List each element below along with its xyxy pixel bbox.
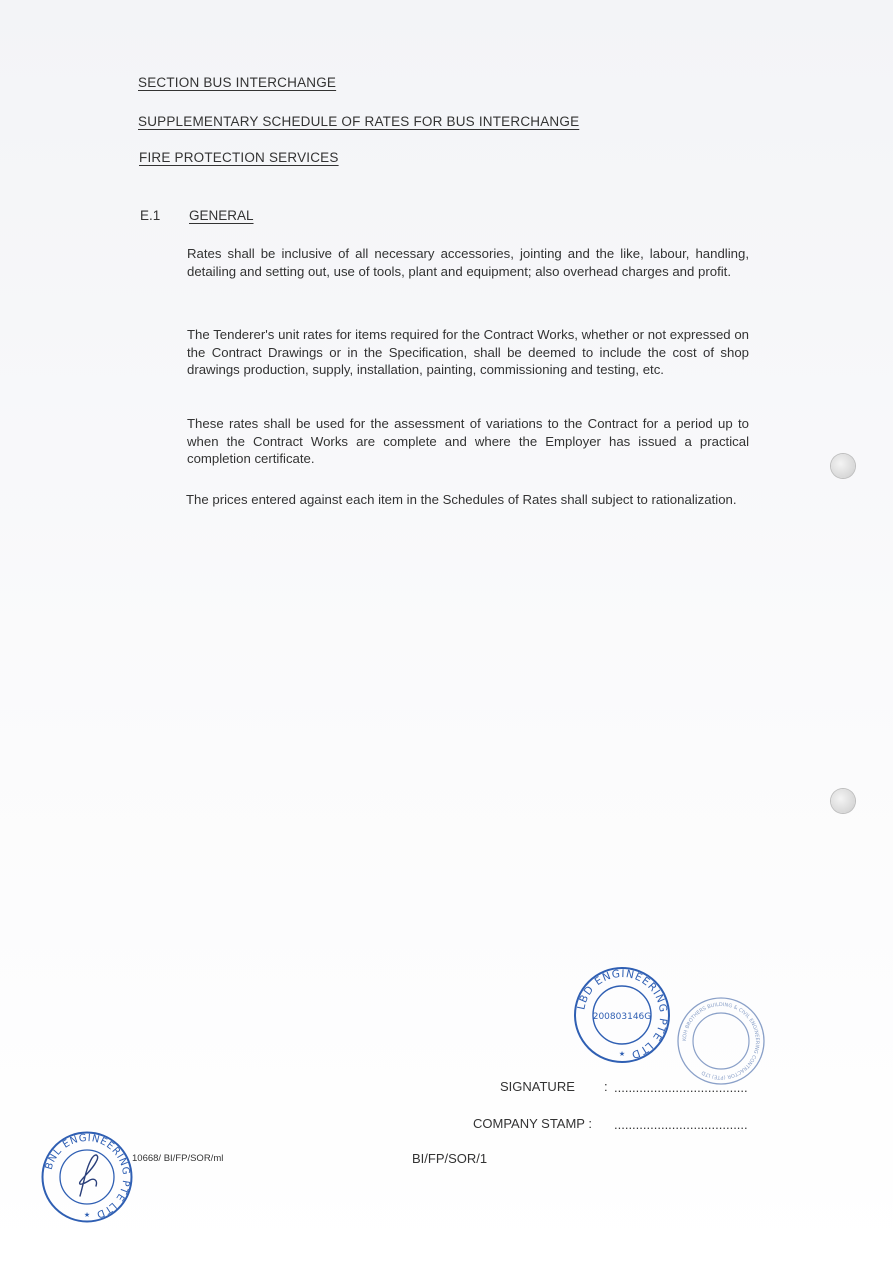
lbd-stamp-ring-text: LBD ENGINEERING PTE LTD — [575, 967, 670, 1061]
handwritten-signature — [80, 1155, 98, 1196]
svg-text:BNL ENGINEERING PTE LTD — [44, 1133, 131, 1220]
document-reference-small: 10668/ BI/FP/SOR/ml — [132, 1153, 224, 1164]
punch-hole — [831, 789, 855, 813]
paragraph-tenderer-rates: The Tenderer's unit rates for items required for the Contract Works, whether or not expressed on the Contract Drawings or in the Specification, shall be deemed to include the cost of shop drawings production, supply, installation, painting, commissioning and testing, etc. — [187, 327, 749, 377]
paragraph-rationalization: The prices entered against each item in the Schedules of Rates shall subject to rationalization. — [186, 492, 737, 507]
svg-text:KOH BROTHERS BUILDING & CIVIL — [682, 1002, 760, 1080]
company-stamp-label: COMPANY STAMP : — [473, 1116, 592, 1131]
company-stamp-line: ..................................... — [614, 1117, 748, 1132]
bnl-engineering-stamp — [40, 1130, 134, 1224]
paragraph-rates-inclusive: Rates shall be inclusive of all necessary accessories, jointing and the like, labour, handling, detailing and setting out, use of tools, plant and equipment; also overhead charges and profit. — [187, 246, 749, 279]
section-number: E.1 — [140, 208, 161, 223]
punch-hole — [831, 454, 855, 478]
signature-separator: : — [604, 1079, 608, 1094]
section-title: GENERAL — [189, 208, 254, 223]
lbd-stamp-number: 200803146G — [592, 1012, 652, 1022]
faint-company-stamp — [675, 995, 767, 1087]
faint-stamp-ring-text: KOH BROTHERS BUILDING & CIVIL ENGINEERING CONTRACTOR (PTE) LTD — [681, 1001, 761, 1081]
section-heading: SECTION BUS INTERCHANGE — [138, 75, 337, 90]
lbd-engineering-stamp — [572, 965, 672, 1065]
signature-label: SIGNATURE — [500, 1079, 575, 1094]
schedule-heading: SUPPLEMENTARY SCHEDULE OF RATES FOR BUS INTERCHANGE — [138, 114, 580, 129]
service-heading: FIRE PROTECTION SERVICES — [139, 150, 339, 165]
paragraph-variations: These rates shall be used for the assessment of variations to the Contract for a period up to when the Contract Works are complete and where the Employer has issued a practical completion certificate. — [187, 416, 749, 466]
signature-line: ..................................... — [614, 1080, 748, 1095]
page-reference: BI/FP/SOR/1 — [412, 1151, 488, 1166]
svg-text:★: ★ — [83, 1212, 91, 1219]
svg-text:★: ★ — [618, 1051, 626, 1058]
bnl-stamp-ring-text: BNL ENGINEERING PTE LTD — [43, 1132, 132, 1220]
